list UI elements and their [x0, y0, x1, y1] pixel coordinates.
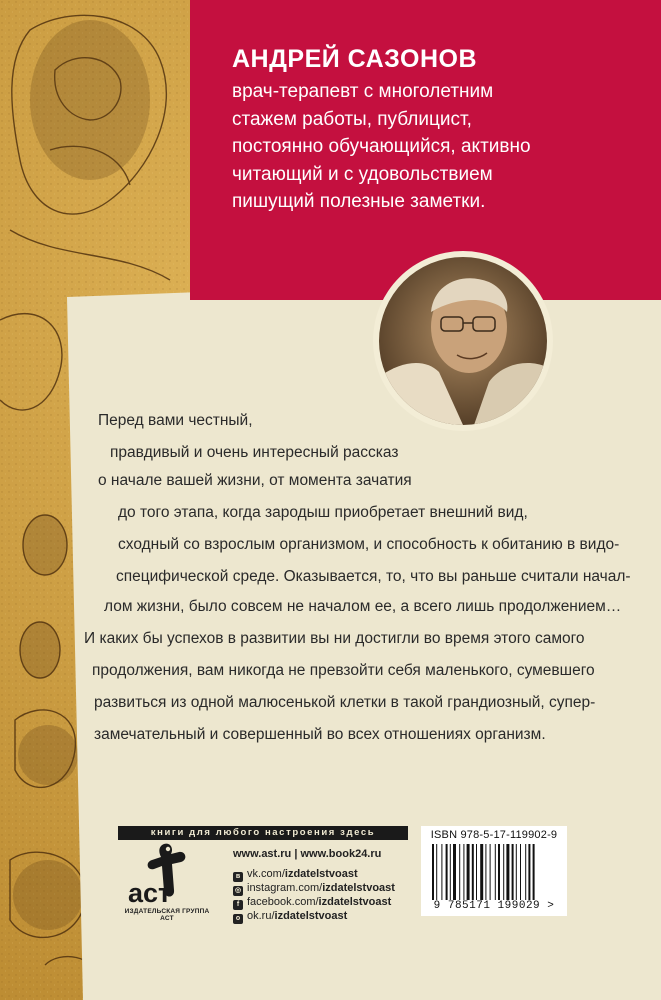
barcode-bar [467, 844, 470, 900]
odnoklassniki-icon: о [233, 914, 243, 924]
social-link-instagram[interactable] [233, 882, 395, 896]
social-handle: izdatelstvoast [322, 882, 395, 894]
website-link-book24[interactable]: www.book24.ru [300, 848, 382, 860]
social-handle: izdatelstvoast [274, 910, 348, 922]
description-line: специфической среде. Оказывается, то, что вы раньше считали начал- [116, 568, 631, 585]
website-separator: | [291, 848, 301, 860]
barcode-bar [490, 844, 491, 900]
social-prefix: ok.ru/ [247, 910, 275, 922]
description-line: до того этапа, когда зародыш приобретает внешний вид, [118, 504, 528, 521]
description-line: лом жизни, было совсем не началом ее, а всего лишь продолжением… [104, 598, 622, 615]
barcode-bar [480, 844, 483, 900]
barcode-bar [533, 844, 535, 900]
social-link-vk[interactable] [233, 868, 358, 882]
barcode-bar [498, 844, 500, 900]
website-links [233, 848, 381, 860]
description-line: правдивый и очень интересный рассказ [110, 444, 399, 461]
barcode-bar [459, 844, 460, 900]
author-name: АНДРЕЙ САЗОНОВ [232, 45, 478, 73]
website-link-ast[interactable]: www.ast.ru [233, 848, 292, 860]
barcode-number: 9 785171 199029 > [433, 900, 555, 912]
facebook-icon: f [233, 900, 243, 910]
author-bio-line: постоянно обучающийся, активно [232, 136, 531, 157]
social-prefix: instagram.com/ [247, 882, 323, 894]
social-prefix: vk.com/ [247, 868, 285, 880]
description-line: сходный со взрослым организмом, и способность к обитанию в видо- [118, 536, 620, 553]
author-bio [232, 78, 642, 216]
barcode-bar [525, 844, 526, 900]
author-bio-line: пишущий полезные заметки. [232, 191, 486, 212]
barcode-bar [528, 844, 530, 900]
barcode-bar [453, 844, 456, 900]
barcode-bar [485, 844, 486, 900]
barcode-bar [463, 844, 464, 900]
ast-logo [124, 842, 196, 917]
isbn-label: ISBN 978-5-17-119902-9 [430, 829, 558, 841]
isbn-barcode [421, 826, 567, 916]
barcode-bar [441, 844, 442, 900]
author-bio-line: врач-терапевт с многолетним [232, 81, 494, 102]
description-line: Перед вами честный, [98, 412, 253, 429]
barcode-bar [520, 844, 521, 900]
barcode-bars [432, 844, 556, 900]
social-handle: izdatelstvoast [318, 896, 392, 908]
ast-logo-text: аст [128, 878, 172, 908]
barcode-bar [512, 844, 514, 900]
barcode-bar [472, 844, 474, 900]
barcode-bar [506, 844, 509, 900]
social-link-ok[interactable] [233, 910, 347, 924]
barcode-bar [436, 844, 437, 900]
social-handle: izdatelstvoast [284, 868, 358, 880]
vk-icon: в [233, 872, 243, 882]
social-prefix: facebook.com/ [247, 896, 319, 908]
description-line: замечательный и совершенный во всех отношениях организм. [94, 726, 546, 743]
publisher-name: ИЗДАТЕЛЬСКАЯ ГРУППА АСТ [124, 908, 210, 922]
description-line: развиться из одной малюсенькой клетки в такой грандиозный, супер- [94, 694, 596, 711]
author-photo [379, 257, 547, 425]
author-block [232, 45, 642, 216]
tagline-band: книги для любого настроения здесь [118, 826, 408, 840]
instagram-icon: ◎ [234, 887, 242, 894]
social-link-facebook[interactable] [233, 896, 391, 910]
barcode-bar [476, 844, 477, 900]
barcode-bar [450, 844, 451, 900]
barcode-bar [495, 844, 496, 900]
description-line: о начале вашей жизни, от момента зачатия [98, 472, 412, 489]
barcode-bar [503, 844, 504, 900]
description-line: И каких бы успехов в развитии вы ни достигли во время этого самого [84, 630, 585, 647]
barcode-bar [516, 844, 517, 900]
barcode-bar [446, 844, 448, 900]
author-bio-line: читающий и с удовольствием [232, 163, 493, 185]
description-line: продолжения, вам никогда не превзойти себя маленького, сумевшего [92, 662, 595, 679]
author-bio-line: стажем работы, публицист, [232, 108, 472, 130]
barcode-bar [432, 844, 434, 900]
